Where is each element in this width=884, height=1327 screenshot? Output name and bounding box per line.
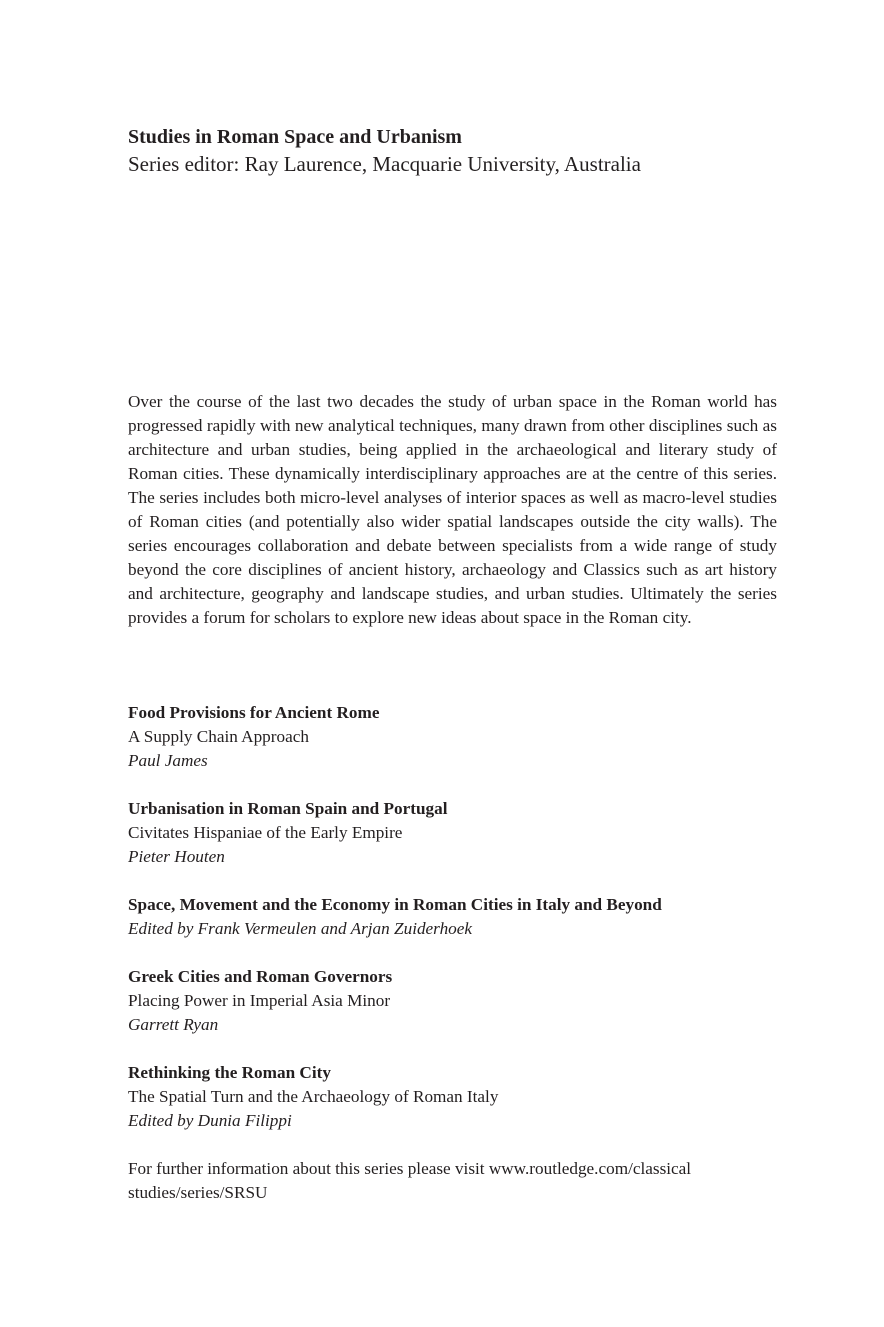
book-entry <box>128 965 788 1037</box>
book-list <box>128 701 788 1157</box>
book-author: Pieter Houten <box>128 847 225 866</box>
book-author: Garrett Ryan <box>128 1015 219 1034</box>
book-entry <box>128 893 788 941</box>
book-subtitle: Placing Power in Imperial Asia Minor <box>128 991 391 1010</box>
book-author: Edited by Frank Vermeulen and Arjan Zuiderhoek <box>128 919 473 938</box>
book-subtitle: Civitates Hispaniae of the Early Empire <box>128 823 403 842</box>
book-title: Food Provisions for Ancient Rome <box>128 703 380 722</box>
book-entry <box>128 1061 788 1133</box>
book-entry <box>128 701 788 773</box>
book-author: Paul James <box>128 751 208 770</box>
book-subtitle: The Spatial Turn and the Archaeology of Roman Italy <box>128 1087 499 1106</box>
book-author: Edited by Dunia Filippi <box>128 1111 292 1130</box>
book-title: Space, Movement and the Economy in Roman Cities in Italy and Beyond <box>128 895 662 914</box>
book-title: Greek Cities and Roman Governors <box>128 967 393 986</box>
book-title: Urbanisation in Roman Spain and Portugal <box>128 799 448 818</box>
book-subtitle: A Supply Chain Approach <box>128 727 309 746</box>
series-description: Over the course of the last two decades the study of urban space in the Roman world has progressed rapidly with new analytical techniques, many drawn from other disciplines such as architecture and urban studies, being applied in the archaeological and literary study of Roman cities. These dynamically interdisciplinary approaches are at the centre of this series. The series includes both micro-level analyses of interior spaces as well as macro-level studies of Roman cities (and potentially also wider spatial landscapes outside the city walls). The series encourages collaboration and debate between specialists from a wide range of study beyond the core disciplines of ancient history, archaeology and Classics such as art history and architecture, geography and landscape studies, and urban studies. Ultimately the series provides a forum for scholars to explore new ideas about space in the Roman city. <box>128 392 777 627</box>
further-info-link-text: For further information about this series please visit www.routledge.com/classical studies/series/SRSU <box>128 1159 692 1202</box>
series-title: Studies in Roman Space and Urbanism <box>128 126 462 148</box>
series-editor: Series editor: Ray Laurence, Macquarie University, Australia <box>128 152 641 176</box>
book-title: Rethinking the Roman City <box>128 1063 331 1082</box>
book-entry <box>128 797 788 869</box>
